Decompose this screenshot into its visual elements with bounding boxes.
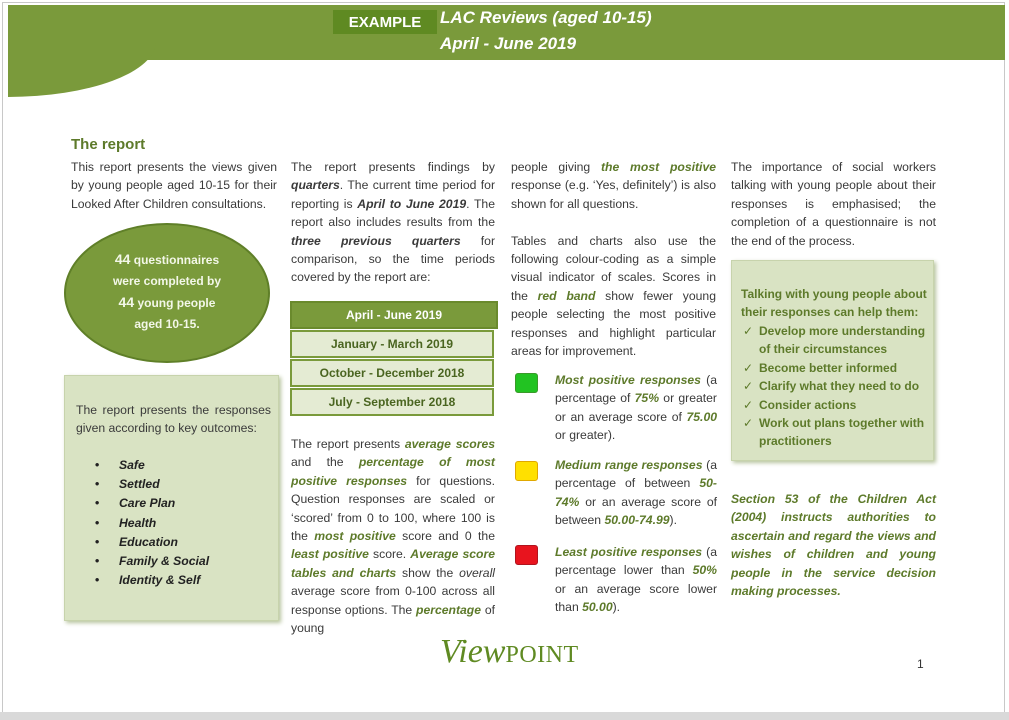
title-line-1: LAC Reviews (aged 10-15) bbox=[440, 8, 652, 27]
oval-line-4: aged 10-15. bbox=[134, 317, 200, 331]
legend-title: Medium range responses bbox=[555, 458, 703, 472]
text-run: (a percentage lower than bbox=[555, 545, 717, 578]
text-run: for comparison, so the time periods covered by the report are: bbox=[291, 233, 495, 285]
importance-paragraph: The importance of social workers talking with young people about their responses is emphasised; the completion of a questionnaire is not the end of the process. bbox=[731, 160, 936, 248]
text-run: or greater or an average score of bbox=[555, 391, 717, 424]
text-run: (a percentage of bbox=[555, 373, 717, 406]
viewpoint-logo bbox=[440, 633, 579, 671]
list-item: • Safe bbox=[95, 456, 209, 475]
text-run: show the bbox=[396, 565, 460, 580]
oval-text-1: questionnaires bbox=[130, 253, 220, 267]
page-number: 1 bbox=[917, 657, 924, 671]
quarters-paragraph bbox=[291, 158, 495, 287]
text-run: of young bbox=[291, 602, 495, 636]
text-run: Tables and charts also use the following colour-coding as a simple visual indicator of scales. Scores in the bbox=[511, 233, 716, 303]
emphasis-red-band: red band bbox=[537, 288, 596, 303]
emphasis-least-positive: least positive bbox=[291, 547, 369, 562]
emphasis-average: average scores bbox=[404, 437, 495, 451]
oval-line-1 bbox=[66, 249, 268, 271]
text-run: average score from 0-100 across all response options. The bbox=[291, 584, 495, 617]
yellow-swatch bbox=[515, 461, 538, 481]
text-run: 75.00 bbox=[686, 409, 717, 424]
legend-title: Least positive responses bbox=[555, 545, 703, 559]
emphasis-overall: overall bbox=[459, 565, 495, 580]
oval-line-3 bbox=[66, 292, 268, 314]
text-run: 50.00 bbox=[582, 600, 613, 615]
bottom-strip bbox=[0, 712, 1009, 720]
colour-coding-paragraph bbox=[511, 232, 716, 361]
most-positive-paragraph bbox=[511, 158, 716, 213]
list-item: ✓ Clarify what they need to do bbox=[741, 377, 929, 395]
section-heading: The report bbox=[71, 136, 146, 153]
text-run: 50.00-74.99 bbox=[604, 513, 670, 528]
text-run: and the bbox=[291, 455, 359, 470]
quarter-previous-3: July - September 2018 bbox=[290, 388, 494, 416]
emphasis-percentage-2: percentage bbox=[416, 602, 482, 617]
text-run: 75% bbox=[634, 391, 660, 406]
text-run: ). bbox=[669, 513, 677, 528]
column-4 bbox=[731, 158, 936, 250]
green-swatch bbox=[515, 373, 538, 393]
text-run: score and 0 the bbox=[395, 529, 495, 544]
text-run: (a percentage of between bbox=[555, 458, 717, 491]
list-item: • Education bbox=[95, 533, 209, 552]
list-item: ✓ Become better informed bbox=[741, 359, 929, 377]
emphasis-percentage: percentage of most positive responses bbox=[291, 455, 495, 488]
emphasis-most-positive: the most positive bbox=[601, 160, 716, 174]
text-run: . The report also includes results from the bbox=[291, 196, 495, 230]
text-run: ). bbox=[612, 600, 621, 615]
legend-text bbox=[555, 456, 717, 530]
legend-text bbox=[555, 371, 717, 445]
intro-paragraph: This report presents the views given by young people aged 10-15 for their Looked After Children consultations. bbox=[71, 160, 277, 211]
section-53-note: Section 53 of the Children Act (2004) instructs authorities to ascertain and regard the views and wishes of children and young people in the service decision making processes. bbox=[731, 492, 936, 599]
list-item: ✓ Consider actions bbox=[741, 396, 929, 414]
quarters-list bbox=[290, 301, 498, 417]
example-badge: EXAMPLE bbox=[333, 10, 437, 34]
text-run: people giving bbox=[511, 160, 601, 174]
text-run: or greater). bbox=[555, 428, 616, 443]
quarter-current: April - June 2019 bbox=[290, 301, 498, 329]
legend-title: Most positive responses bbox=[555, 373, 701, 387]
text-run: The report presents findings by bbox=[291, 160, 495, 174]
column-3 bbox=[511, 158, 716, 360]
outcomes-intro: The report presents the responses given according to key outcomes: bbox=[76, 403, 271, 436]
quarter-previous-1: January - March 2019 bbox=[290, 330, 494, 358]
text-run: . The current time period for reporting is bbox=[291, 178, 495, 211]
outcomes-box bbox=[64, 375, 279, 621]
list-item: • Identity & Self bbox=[95, 571, 209, 590]
questionnaire-count: 44 bbox=[114, 251, 131, 267]
text-run: 50% bbox=[692, 563, 717, 578]
legend-text bbox=[555, 543, 717, 617]
quarter-previous-2: October - December 2018 bbox=[290, 359, 494, 387]
tips-list bbox=[741, 322, 929, 451]
logo-view: View bbox=[440, 633, 506, 670]
red-swatch bbox=[515, 545, 538, 565]
header-curve bbox=[8, 35, 156, 97]
emphasis-quarters: quarters bbox=[291, 178, 340, 193]
tips-box bbox=[731, 260, 934, 461]
list-item: • Settled bbox=[95, 475, 209, 494]
tips-intro: Talking with young people about their responses can help them: bbox=[741, 287, 927, 320]
list-item: ✓ Develop more understanding of their circumstances bbox=[741, 322, 929, 359]
questionnaire-count-oval bbox=[64, 223, 270, 363]
column-1 bbox=[71, 158, 277, 213]
list-item: • Family & Social bbox=[95, 552, 209, 571]
list-item: • Care Plan bbox=[95, 494, 209, 513]
text-run: The report presents bbox=[291, 437, 405, 451]
logo-point: POINT bbox=[505, 642, 579, 668]
column-2 bbox=[291, 158, 495, 287]
text-run: 50-74% bbox=[555, 476, 717, 509]
emphasis-previous: three previous quarters bbox=[291, 233, 461, 248]
scores-text bbox=[291, 435, 495, 637]
text-run: show fewer young people selecting the most positive responses and highlight particular areas for improvement. bbox=[511, 288, 716, 359]
emphasis-most-positive: most positive bbox=[314, 529, 396, 544]
report-title bbox=[440, 8, 652, 60]
text-run: or an average score lower than bbox=[555, 581, 717, 615]
title-line-2: April - June 2019 bbox=[440, 34, 577, 53]
oval-text-3: young people bbox=[134, 296, 216, 310]
emphasis-period: April to June 2019 bbox=[357, 196, 467, 211]
young-people-count: 44 bbox=[118, 294, 135, 310]
list-item: • Health bbox=[95, 514, 209, 533]
scores-paragraph bbox=[291, 435, 495, 637]
text-run: score. bbox=[368, 547, 411, 562]
text-run: or an average score of between bbox=[555, 494, 717, 528]
emphasis-tables: Average score tables and charts bbox=[291, 547, 495, 580]
text-run: for questions. Question responses are scaled or ‘scored’ from 0 to 100, where 100 is the bbox=[291, 473, 495, 544]
outcomes-list bbox=[95, 456, 209, 590]
text-run: response (e.g. ‘Yes, definitely’) is also shown for all questions. bbox=[511, 178, 716, 211]
oval-line-2: were completed by bbox=[112, 274, 222, 288]
list-item: ✓ Work out plans together with practitioners bbox=[741, 414, 929, 451]
